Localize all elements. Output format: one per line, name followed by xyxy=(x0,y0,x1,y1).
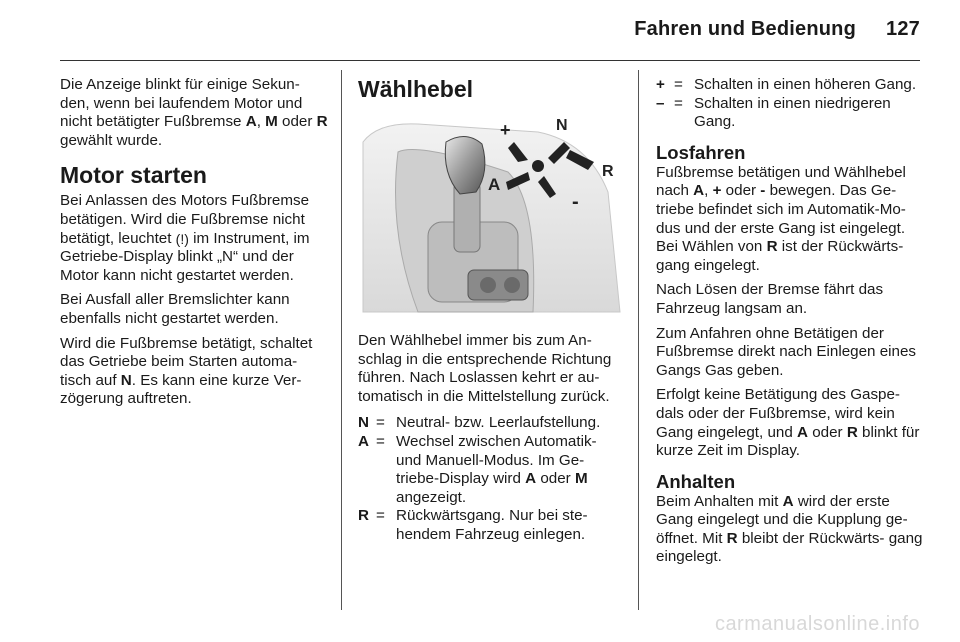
text-bold: R xyxy=(766,238,778,256)
heading-losfahren: Losfahren xyxy=(656,141,746,163)
paragraph xyxy=(60,76,328,150)
def-text: Neutral- bzw. Leerlaufstellung. xyxy=(396,414,601,432)
text-bold: + xyxy=(712,182,722,200)
gear-selector-figure xyxy=(358,112,624,322)
text: Erfolgt keine Betätigung des Gaspe- dals oder der Fußbremse, wird kein Gang eingelegt, und xyxy=(656,386,900,441)
header-title: Fahren und Bedienung xyxy=(634,18,857,40)
text: Die Anzeige blinkt für einige Sekun- den, wenn bei laufendem Motor und nicht betätigter Fußbremse xyxy=(60,76,303,131)
paragraph xyxy=(60,192,328,285)
def-eq: = xyxy=(376,507,385,525)
text: gewählt wurde. xyxy=(60,131,163,149)
figure-label-minus: - xyxy=(572,191,579,213)
def-text: Schalten in einen niedrigeren Gang. xyxy=(694,94,891,131)
gear-selector-illustration xyxy=(358,112,624,322)
text: Wird die Fußbremse betätigt, schaltet das Getriebe beim Starten automa- tisch auf xyxy=(60,334,313,389)
text-bold: N xyxy=(120,371,132,389)
heading-motor-starten: Motor starten xyxy=(60,162,207,189)
text: oder xyxy=(721,182,761,200)
column-1 xyxy=(60,76,328,415)
page-header xyxy=(634,18,920,41)
definition-item xyxy=(656,76,924,95)
text-bold: A xyxy=(693,182,705,200)
paragraph: Zum Anfahren ohne Betätigen der Fußbremse direkt nach Einlegen eines Gangs Gas geben. xyxy=(656,324,917,379)
text: oder xyxy=(277,113,317,131)
figure-label-a: A xyxy=(488,175,501,194)
text: bewegen. Das Ge- triebe befindet sich im Automatik-Mo- dus und der erste Gang ist eingelegt. Bei Wählen von xyxy=(656,182,906,256)
text: . Es kann eine kurze Ver- zögerung auftreten. xyxy=(60,371,302,408)
text: Fußbremse betätigen und Wählhebel nach xyxy=(656,163,906,200)
paragraph: Bei Ausfall aller Bremslichter kann ebenfalls nicht gestartet werden. xyxy=(60,291,290,327)
paragraph xyxy=(656,493,924,567)
definition-item xyxy=(358,433,624,507)
definition-item xyxy=(656,95,924,132)
def-eq: = xyxy=(674,76,683,93)
figure-label-n: N xyxy=(556,117,568,134)
text: blinkt für kurze Zeit im Display. xyxy=(656,423,920,460)
column-divider xyxy=(638,70,639,610)
text-bold: A xyxy=(782,492,794,510)
text: Beim Anhalten mit xyxy=(656,492,783,510)
header-rule xyxy=(60,60,920,61)
def-eq: = xyxy=(674,94,683,112)
def-eq: = xyxy=(376,414,385,432)
def-text: Rückwärtsgang. Nur bei ste- hendem Fahrzeug einlegen. xyxy=(396,507,588,543)
brake-warning-icon: (!) xyxy=(175,230,189,247)
text-bold: R xyxy=(726,529,738,547)
paragraph: Den Wählhebel immer bis zum An- schlag in die entsprechende Richtung führen. Nach Loslassen kehrt er au- tomatisch in die Mittelstellung zurück. xyxy=(358,332,612,405)
text: oder xyxy=(536,470,575,488)
def-key: – xyxy=(656,94,665,112)
paragraph: Nach Lösen der Bremse fährt das Fahrzeug langsam an. xyxy=(656,281,884,317)
text: , xyxy=(256,113,266,131)
figure-label-r: R xyxy=(602,163,614,180)
text-bold: A xyxy=(245,113,257,131)
paragraph xyxy=(656,164,924,276)
column-divider xyxy=(341,70,342,610)
text-bold: R xyxy=(846,423,858,441)
paragraph xyxy=(60,335,328,409)
column-3 xyxy=(656,76,924,573)
text: bleibt der Rückwärts- gang eingelegt. xyxy=(656,529,923,566)
figure-label-plus: + xyxy=(500,120,511,140)
definition-list xyxy=(358,414,624,544)
def-eq: = xyxy=(376,432,385,450)
def-text: Schalten in einen höheren Gang. xyxy=(694,76,917,93)
def-text xyxy=(396,433,624,507)
text-bold: M xyxy=(265,113,278,131)
heading-waehlhebel: Wählhebel xyxy=(358,76,474,102)
watermark: carmanualsonline.info xyxy=(714,613,920,635)
text: wird der erste Gang eingelegt und die Kupplung ge- öffnet. Mit xyxy=(656,492,908,547)
text: , xyxy=(704,182,713,200)
definition-item xyxy=(358,507,624,544)
definition-item xyxy=(358,414,624,433)
def-key: A xyxy=(358,432,369,450)
paragraph xyxy=(656,386,924,460)
text-bold: M xyxy=(574,470,588,488)
def-key: N xyxy=(358,414,369,432)
text: Wechsel zwischen Automatik- und Manuell-Modus. Im Ge- triebe-Display wird xyxy=(396,432,597,488)
page-number: 127 xyxy=(886,18,920,40)
heading-anhalten: Anhalten xyxy=(656,470,736,492)
def-key: R xyxy=(358,507,369,525)
def-key: + xyxy=(656,76,665,93)
column-2 xyxy=(358,76,624,551)
definition-list xyxy=(656,76,924,132)
text: ist der Rückwärts- gang eingelegt. xyxy=(656,238,904,274)
text: angezeigt. xyxy=(396,488,467,506)
text-bold: A xyxy=(525,470,537,488)
text: im Instrument, im Getriebe-Display blinkt „N“ und der Motor kann nicht gestartet werden. xyxy=(60,229,310,284)
text-bold: - xyxy=(760,182,766,200)
text: Bei Anlassen des Motors Fußbremse betätigen. Wird die Fußbremse nicht betätigt, leuchtet xyxy=(60,192,310,247)
text: oder xyxy=(808,423,847,441)
text-bold: R xyxy=(316,113,328,131)
text-bold: A xyxy=(797,423,808,441)
